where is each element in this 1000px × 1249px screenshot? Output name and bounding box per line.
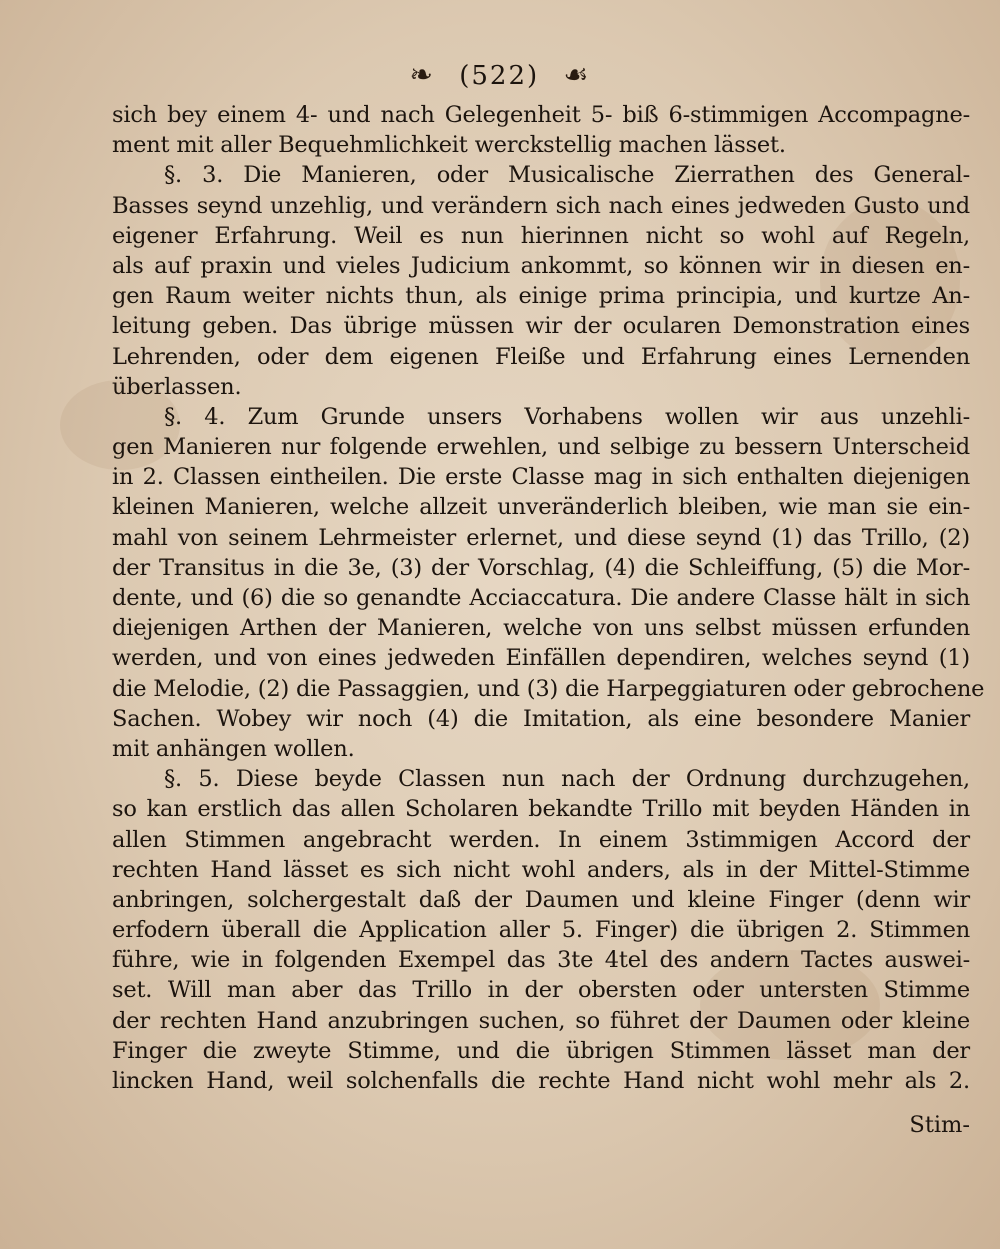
text-line: Basses seynd unzehlig, und verändern sich nach eines jedweden Gusto und [112, 192, 970, 219]
text-line: führe, wie in folgenden Exempel das 3te 4tel des andern Tactes auswei- [112, 947, 970, 974]
text-line: set. Will man aber das Trillo in der obersten oder untersten Stimme [112, 977, 970, 1004]
text-line: mit anhängen wollen. [112, 735, 355, 762]
text-line: ment mit aller Bequehmlichkeit werckstellig machen lässet. [112, 132, 786, 159]
text-line: überlassen. [112, 373, 242, 400]
text-line: leitung geben. Das übrige müssen wir der ocularen Demonstration eines [112, 313, 970, 340]
text-line: anbringen, solchergestalt daß der Daumen und kleine Finger (denn wir [112, 886, 970, 913]
text-line: sich bey einem 4- und nach Gelegenheit 5- biß 6-stimmigen Accompagne- [112, 102, 970, 128]
catchword: Stim- [909, 1112, 970, 1138]
text-line: §. 3. Die Manieren, oder Musicalische Zierrathen des General- [164, 162, 970, 189]
ornament-left-icon: ❧ [409, 58, 435, 91]
page-header [0, 58, 1000, 91]
page-number: (522) [459, 61, 540, 91]
text-line: erfodern überall die Application aller 5. Finger) die übrigen 2. Stimmen [112, 917, 970, 944]
text-line: Finger die zweyte Stimme, und die übrigen Stimmen lässet man der [112, 1037, 970, 1064]
text-line: §. 4. Zum Grunde unsers Vorhabens wollen wir aus unzehli- [164, 403, 970, 430]
body-text [112, 100, 985, 1096]
text-line: werden, und von eines jedweden Einfällen dependiren, welches seynd (1) [112, 645, 970, 672]
text-line: gen Raum weiter nichts thun, als einige prima principia, und kurtze An- [112, 283, 970, 310]
text-line: der Transitus in die 3e, (3) der Vorschlag, (4) die Schleiffung, (5) die Mor- [112, 554, 970, 581]
text-line: die Melodie, (2) die Passaggien, und (3) die Harpeggiaturen oder gebrochene [112, 675, 985, 702]
ornament-right-icon: ☙ [563, 58, 591, 91]
text-line: mahl von seinem Lehrmeister erlernet, und diese seynd (1) das Trillo, (2) [112, 524, 970, 551]
text-line: der rechten Hand anzubringen suchen, so führet der Daumen oder kleine [112, 1007, 970, 1034]
text-line: lincken Hand, weil solchenfalls die rechte Hand nicht wohl mehr als 2. [112, 1068, 970, 1094]
text-line: Sachen. Wobey wir noch (4) die Imitation, als eine besondere Manier [112, 705, 970, 732]
text-line: §. 5. Diese beyde Classen nun nach der Ordnung durchzugehen, [164, 766, 970, 793]
text-line: kleinen Manieren, welche allzeit unveränderlich bleiben, wie man sie ein- [112, 494, 970, 521]
text-line: gen Manieren nur folgende erwehlen, und selbige zu bessern Unterscheid [112, 434, 970, 461]
text-line: rechten Hand lässet es sich nicht wohl anders, als in der Mittel-Stimme [112, 856, 970, 883]
text-line: als auf praxin und vieles Judicium ankommt, so können wir in diesen en- [112, 252, 970, 279]
text-line: in 2. Classen eintheilen. Die erste Classe mag in sich enthalten diejenigen [112, 464, 970, 491]
text-line: so kan erstlich das allen Scholaren bekandte Trillo mit beyden Händen in [112, 796, 970, 823]
text-line: allen Stimmen angebracht werden. In einem 3stimmigen Accord der [112, 826, 970, 853]
text-line: diejenigen Arthen der Manieren, welche von uns selbst müssen erfunden [112, 615, 970, 642]
text-line: Lehrenden, oder dem eigenen Fleiße und Erfahrung eines Lernenden [112, 343, 970, 370]
text-line: dente, und (6) die so genandte Acciaccatura. Die andere Classe hält in sich [112, 585, 970, 611]
text-line: eigener Erfahrung. Weil es nun hierinnen nicht so wohl auf Regeln, [112, 222, 970, 249]
